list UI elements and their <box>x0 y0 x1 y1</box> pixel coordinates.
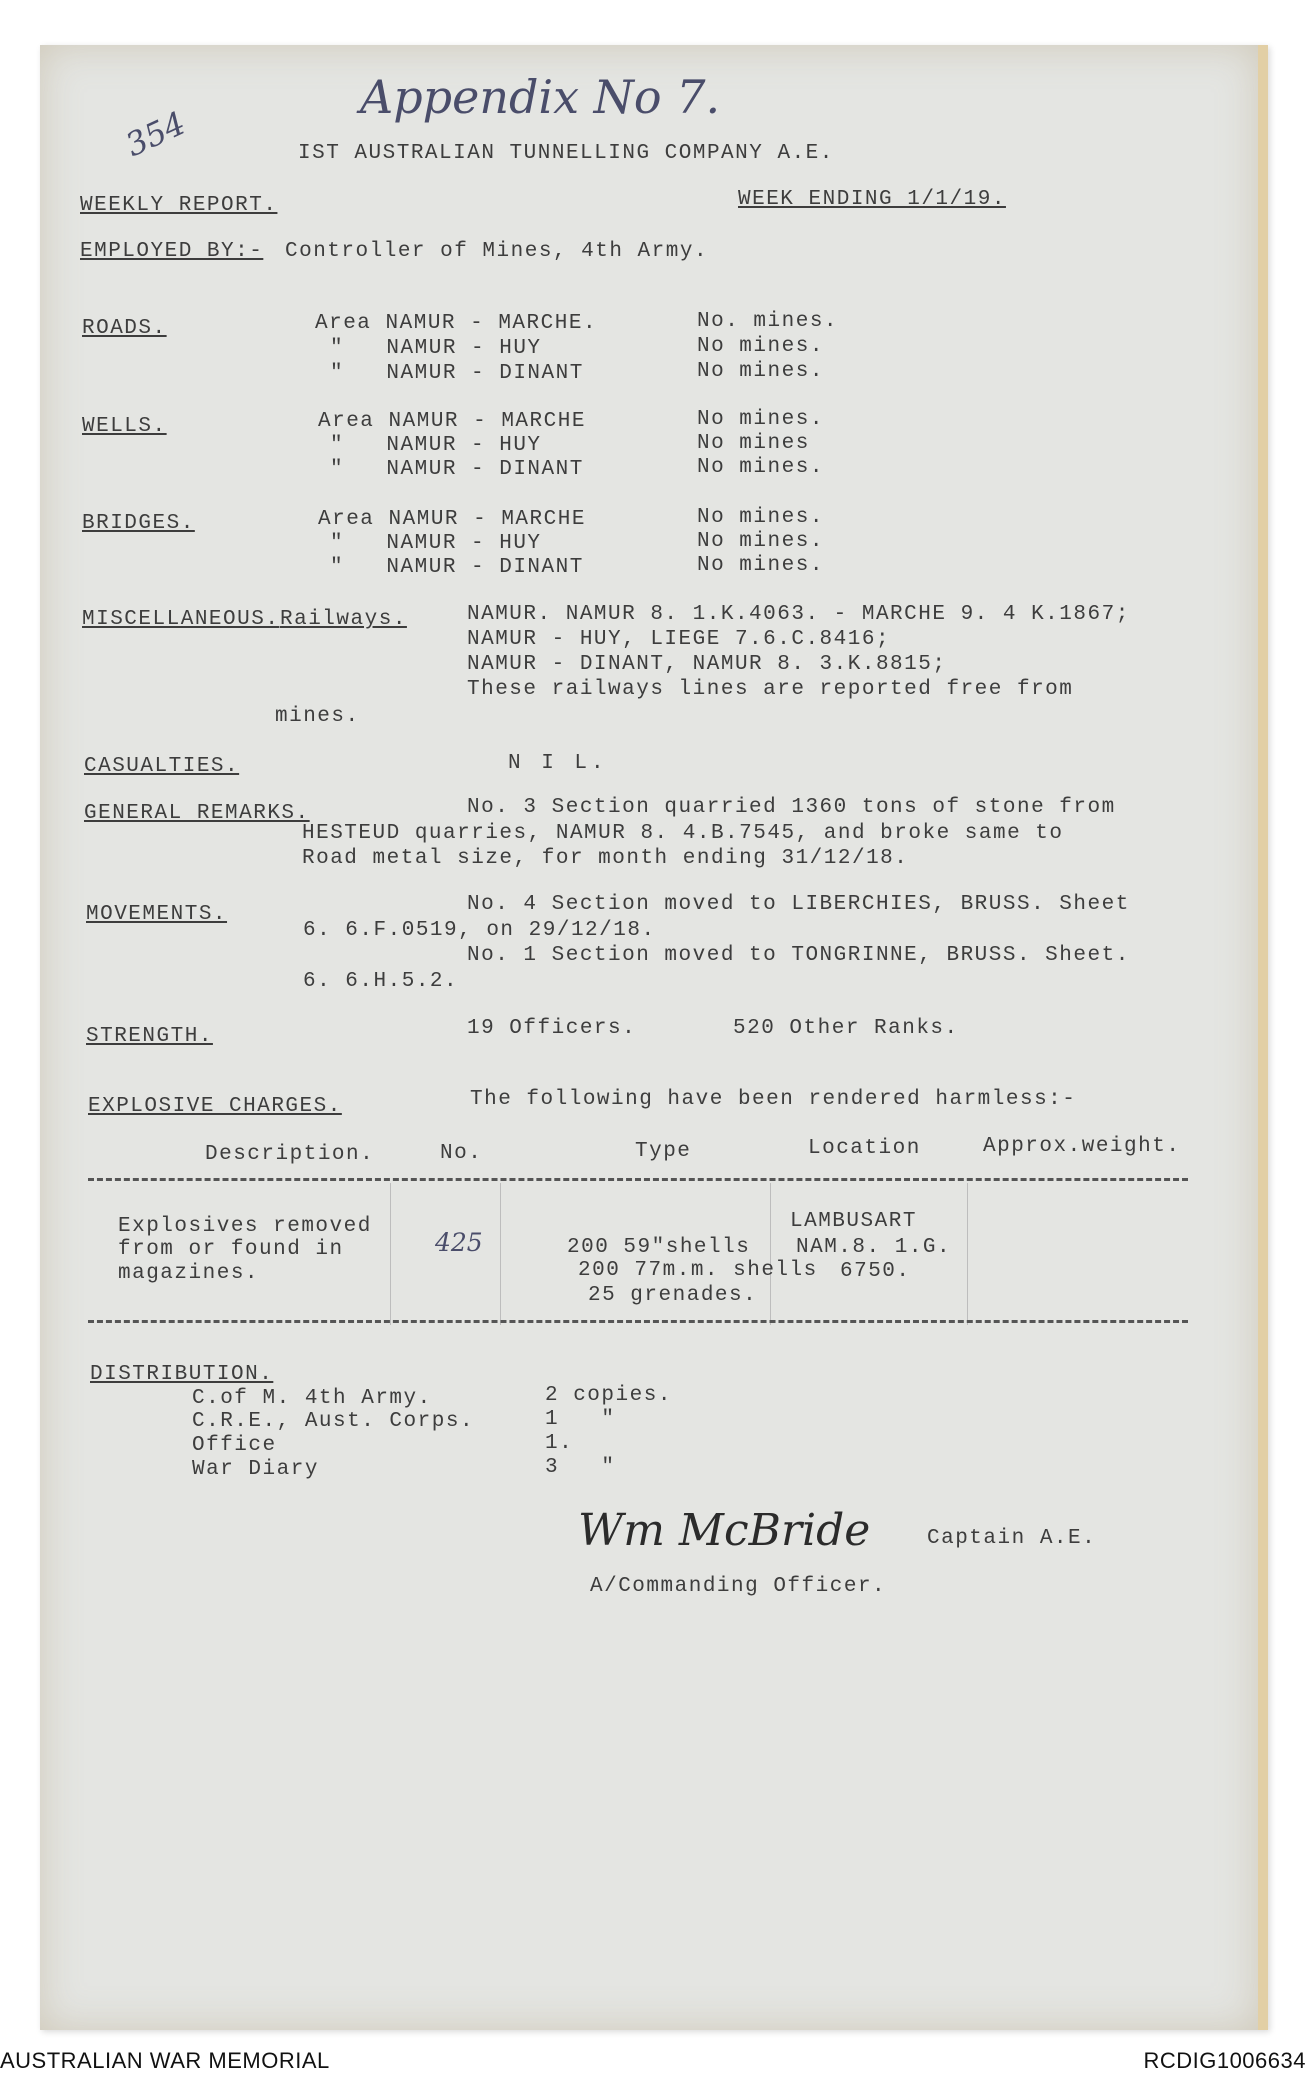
general-remarks-line-1: No. 3 Section quarried 1360 tons of stone from <box>467 796 1116 819</box>
table-bottom-rule <box>88 1320 1188 1323</box>
misc-sublabel: Railways. <box>280 608 407 631</box>
handwritten-page-number: 354 <box>119 103 192 165</box>
wells-area-2: " NAMUR - HUY <box>330 434 542 457</box>
distribution-copies-2: 1 " <box>545 1408 616 1431</box>
signoff-rank: Captain A.E. <box>927 1527 1097 1550</box>
roads-status-2: No mines. <box>697 335 824 358</box>
row-location-3: 6750. <box>840 1260 911 1283</box>
distribution-to-1: C.of M. 4th Army. <box>192 1387 432 1410</box>
weekly-report-label: WEEKLY REPORT. <box>80 194 278 217</box>
table-top-rule <box>88 1178 1188 1181</box>
misc-label: MISCELLANEOUS. <box>82 608 280 631</box>
employed-by-value: Controller of Mines, 4th Army. <box>285 240 709 263</box>
roads-status-3: No mines. <box>697 360 824 383</box>
explosive-intro: The following have been rendered harmless:- <box>470 1088 1077 1111</box>
col-location: Location <box>808 1137 921 1160</box>
wells-status-3: No mines. <box>697 456 824 479</box>
company-title: IST AUSTRALIAN TUNNELLING COMPANY A.E. <box>298 142 834 165</box>
roads-label: ROADS. <box>82 317 167 340</box>
movements-line-4: 6. 6.H.5.2. <box>303 970 459 993</box>
distribution-copies-1: 2 copies. <box>545 1384 672 1407</box>
paper-sheet <box>40 45 1268 2030</box>
strength-label: STRENGTH. <box>86 1025 213 1048</box>
strength-officers: 19 Officers. <box>467 1017 637 1040</box>
misc-line-4: These railways lines are reported free from <box>467 678 1074 701</box>
casualties-label: CASUALTIES. <box>84 755 240 778</box>
distribution-copies-4: 3 " <box>545 1456 616 1479</box>
bridges-label: BRIDGES. <box>82 512 195 535</box>
wells-area-3: " NAMUR - DINANT <box>330 458 584 481</box>
bridges-status-2: No mines. <box>697 530 824 553</box>
row-number: 425 <box>435 1228 483 1257</box>
employed-by-label: EMPLOYED BY:- <box>80 240 264 263</box>
distribution-copies-3: 1. <box>545 1432 574 1455</box>
table-divider-4 <box>967 1183 968 1325</box>
row-description-2: from or found in <box>118 1238 344 1261</box>
movements-line-2: 6. 6.F.0519, on 29/12/18. <box>303 919 656 942</box>
movements-label: MOVEMENTS. <box>86 903 228 926</box>
row-description-1: Explosives removed <box>118 1215 372 1238</box>
bridges-area-2: " NAMUR - HUY <box>330 532 542 555</box>
movements-line-3: No. 1 Section moved to TONGRINNE, BRUSS. Sheet. <box>467 944 1130 967</box>
bridges-area-1: Area NAMUR - MARCHE <box>318 508 586 531</box>
col-type: Type <box>635 1140 692 1163</box>
col-number: No. <box>440 1142 483 1165</box>
general-remarks-line-2: HESTEUD quarries, NAMUR 8. 4.B.7545, and broke same to <box>302 822 1064 845</box>
row-location-1: LAMBUSART <box>790 1210 917 1233</box>
row-description-3: magazines. <box>118 1262 260 1285</box>
table-divider-1 <box>390 1183 391 1325</box>
misc-tail: mines. <box>275 705 360 728</box>
table-divider-3 <box>770 1183 771 1325</box>
col-weight: Approx.weight. <box>983 1135 1181 1158</box>
general-remarks-label: GENERAL REMARKS. <box>84 802 310 825</box>
row-type-3: 25 grenades. <box>588 1284 758 1307</box>
row-type-1: 200 59"shells <box>567 1236 751 1259</box>
misc-line-3: NAMUR - DINANT, NAMUR 8. 3.K.8815; <box>467 653 947 676</box>
misc-line-1: NAMUR. NAMUR 8. 1.K.4063. - MARCHE 9. 4 K.1867; <box>467 603 1130 626</box>
week-ending: WEEK ENDING 1/1/19. <box>738 188 1006 211</box>
row-location-2: NAM.8. 1.G. <box>796 1236 952 1259</box>
wells-label: WELLS. <box>82 415 167 438</box>
roads-area-2: " NAMUR - HUY <box>330 337 542 360</box>
roads-status-1: No. mines. <box>697 310 839 333</box>
signoff-role: A/Commanding Officer. <box>590 1575 887 1598</box>
roads-area-1: Area NAMUR - MARCHE. <box>315 312 598 335</box>
general-remarks-line-3: Road metal size, for month ending 31/12/18. <box>302 847 909 870</box>
strength-other-ranks: 520 Other Ranks. <box>733 1017 959 1040</box>
explosive-label: EXPLOSIVE CHARGES. <box>88 1095 342 1118</box>
footer-source: AUSTRALIAN WAR MEMORIAL <box>0 2048 330 2073</box>
footer-id: RCDIG1006634 <box>1143 2048 1306 2073</box>
roads-area-3: " NAMUR - DINANT <box>330 362 584 385</box>
distribution-to-2: C.R.E., Aust. Corps. <box>192 1410 475 1433</box>
misc-line-2: NAMUR - HUY, LIEGE 7.6.C.8416; <box>467 628 891 651</box>
casualties-value: N I L. <box>508 752 608 775</box>
movements-line-1: No. 4 Section moved to LIBERCHIES, BRUSS. Sheet <box>467 893 1130 916</box>
signature: Wm McBride <box>578 1505 871 1556</box>
handwritten-appendix: Appendix No 7. <box>360 70 721 124</box>
distribution-label: DISTRIBUTION. <box>90 1363 274 1386</box>
bridges-area-3: " NAMUR - DINANT <box>330 556 584 579</box>
bridges-status-3: No mines. <box>697 554 824 577</box>
table-divider-2 <box>500 1183 501 1325</box>
wells-area-1: Area NAMUR - MARCHE <box>318 410 586 433</box>
distribution-to-4: War Diary <box>192 1458 319 1481</box>
wells-status-1: No mines. <box>697 408 824 431</box>
bridges-status-1: No mines. <box>697 506 824 529</box>
distribution-to-3: Office <box>192 1434 277 1457</box>
row-type-2: 200 77m.m. shells <box>578 1259 818 1282</box>
wells-status-2: No mines <box>697 432 810 455</box>
col-description: Description. <box>205 1143 375 1166</box>
